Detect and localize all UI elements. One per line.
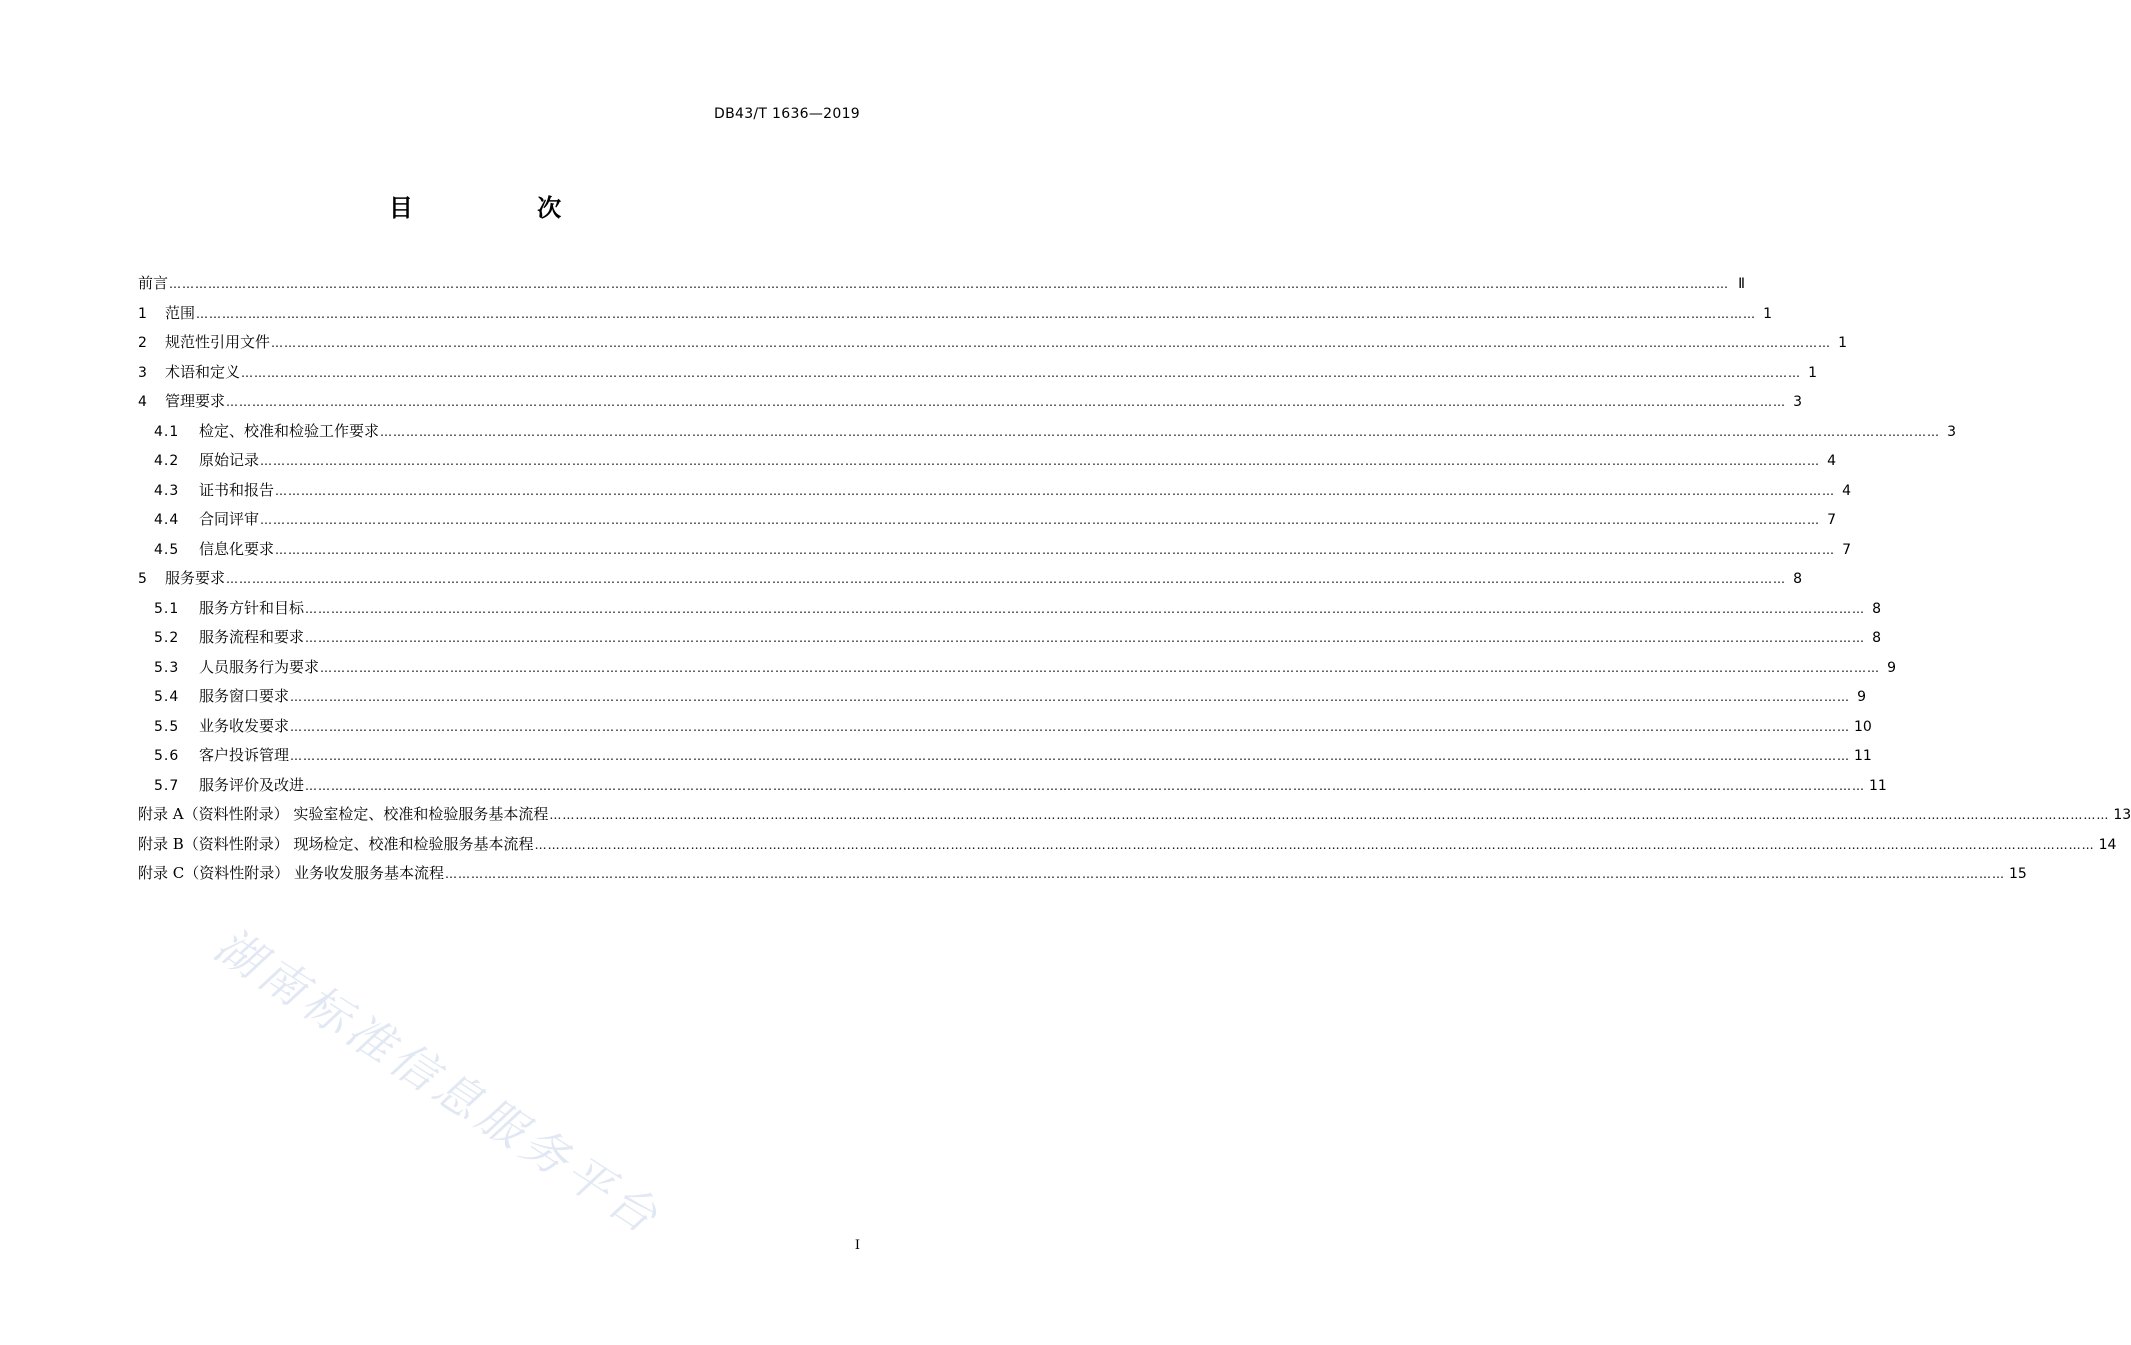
toc-entry-text: 人员服务行为要求 <box>199 657 320 676</box>
toc-leader-dots: ……………………………………………………………………………………………………………………………………………………………………………………………………………………………………………………………………………………………………………………………… <box>380 424 1941 439</box>
table-of-contents <box>138 269 2131 889</box>
toc-entry-label <box>138 564 225 595</box>
toc-entry-page: 10 <box>1854 718 1872 735</box>
toc-leader-dots: ……………………………………………………………………………………………………………………………………………………………………………………………………………………………………………………………………………………………………………………………… <box>169 277 1730 291</box>
toc-entry-number: 2 <box>138 335 147 351</box>
toc-entry-page: 1 <box>1763 305 1773 322</box>
toc-entry[interactable] <box>138 446 1837 476</box>
page-title: 目 次 <box>388 194 620 222</box>
toc-leader-dots: ……………………………………………………………………………………………………………………………………………………………………………………………………………………………………………………………………………………………………………………………… <box>260 513 1821 527</box>
toc-entry[interactable] <box>138 476 1852 506</box>
toc-entry-text: 证书和报告 <box>199 480 275 499</box>
toc-entry-page: 8 <box>1793 571 1803 587</box>
toc-leader-dots: ……………………………………………………………………………………………………………………………………………………………………………………………………………………………………………………………………………………………………………………………… <box>290 690 1851 704</box>
toc-entry-text: 服务方针和目标 <box>199 598 305 617</box>
toc-entry-label <box>154 771 304 802</box>
toc-entry-number: 4.5 <box>154 541 180 558</box>
toc-entry-page: 4 <box>1842 482 1852 499</box>
toc-entry-page: 7 <box>1827 512 1837 528</box>
toc-entry-text: 服务流程和要求 <box>199 628 305 646</box>
toc-entry-number: 3 <box>138 364 147 381</box>
toc-entry-page: 8 <box>1872 630 1882 646</box>
toc-entry-number: 4 <box>138 394 147 410</box>
toc-entry-number: 4.3 <box>154 482 180 499</box>
toc-entry-label <box>154 594 304 625</box>
toc-entry-number: 1 <box>138 305 147 322</box>
toc-entry[interactable] <box>138 623 1882 653</box>
toc-entry-label <box>154 417 379 448</box>
toc-entry-page: 13 <box>2113 807 2131 823</box>
toc-entry[interactable] <box>138 328 1848 358</box>
toc-entry[interactable] <box>138 830 2117 860</box>
toc-entry-label <box>138 830 534 860</box>
toc-entry-number: 5.7 <box>154 777 180 794</box>
toc-entry[interactable] <box>138 859 2027 889</box>
toc-entry-number: 4.2 <box>154 453 180 469</box>
toc-entry[interactable] <box>138 682 1867 712</box>
toc-entry-page: 1 <box>1808 364 1818 381</box>
toc-entry[interactable] <box>138 564 1803 594</box>
toc-leader-dots: ……………………………………………………………………………………………………………………………………………………………………………………………………………………………………………………………………………………………………………………………… <box>290 749 1851 763</box>
toc-entry[interactable] <box>138 800 2131 830</box>
toc-entry-page: 15 <box>2009 866 2027 882</box>
toc-entry[interactable] <box>138 387 1803 417</box>
toc-entry-label <box>154 653 319 684</box>
toc-entry-page: 3 <box>1947 423 1957 440</box>
toc-entry-label <box>154 446 259 477</box>
toc-leader-dots: ……………………………………………………………………………………………………………………………………………………………………………………………………………………………………………………………………………………………………………………………… <box>549 808 2110 822</box>
toc-entry-text: 信息化要求 <box>199 539 275 558</box>
toc-entry-text: 范围 <box>165 303 196 322</box>
toc-entry[interactable] <box>138 299 1773 329</box>
toc-entry-text: 前言 <box>138 274 169 292</box>
toc-entry-text: 业务收发要求 <box>199 716 290 735</box>
toc-leader-dots: ……………………………………………………………………………………………………………………………………………………………………………………………………………………………………………………………………………………………………………………………… <box>226 395 1787 409</box>
toc-entry-text: 服务要求 <box>165 569 226 587</box>
toc-entry[interactable] <box>138 771 1887 801</box>
toc-leader-dots: ……………………………………………………………………………………………………………………………………………………………………………………………………………………………………………………………………………………………………………………………… <box>305 778 1866 793</box>
toc-entry-page: 1 <box>1838 335 1848 351</box>
toc-entry[interactable] <box>138 269 1746 299</box>
toc-entry[interactable] <box>138 535 1852 565</box>
toc-entry-number: 5.4 <box>154 689 180 705</box>
toc-entry-page: 9 <box>1857 689 1867 705</box>
toc-entry-label <box>154 682 289 713</box>
toc-entry[interactable] <box>138 741 1872 771</box>
toc-entry[interactable] <box>138 417 1957 447</box>
toc-leader-dots: ……………………………………………………………………………………………………………………………………………………………………………………………………………………………………………………………………………………………………………………………… <box>445 867 2006 881</box>
toc-leader-dots: ……………………………………………………………………………………………………………………………………………………………………………………………………………………………………………………………………………………………………………………………… <box>196 306 1757 321</box>
toc-entry-text: 附录 B（资料性附录） 现场检定、校准和检验服务基本流程 <box>138 834 534 853</box>
toc-entry-page: Ⅱ <box>1738 276 1746 292</box>
toc-entry-label <box>138 358 240 389</box>
toc-entry-text: 规范性引用文件 <box>165 333 271 351</box>
toc-entry-number: 5.1 <box>154 600 180 617</box>
toc-entry-page: 14 <box>2098 836 2117 853</box>
toc-leader-dots: ……………………………………………………………………………………………………………………………………………………………………………………………………………………………………………………………………………………………………………………………… <box>260 454 1821 468</box>
toc-leader-dots: ……………………………………………………………………………………………………………………………………………………………………………………………………………………………………………………………………………………………………………………………… <box>271 336 1832 350</box>
toc-entry-page: 11 <box>1869 777 1887 794</box>
toc-entry-number: 5.5 <box>154 718 180 735</box>
toc-entry-label <box>154 741 289 772</box>
toc-entry-page: 11 <box>1854 748 1872 764</box>
toc-entry-number: 5.2 <box>154 630 180 646</box>
toc-entry-page: 4 <box>1827 453 1837 469</box>
toc-entry-label <box>138 328 270 359</box>
toc-entry-text: 服务评价及改进 <box>199 775 305 794</box>
toc-entry-label <box>154 535 274 566</box>
toc-entry-page: 8 <box>1872 600 1882 617</box>
toc-entry[interactable] <box>138 358 1818 388</box>
toc-leader-dots: ……………………………………………………………………………………………………………………………………………………………………………………………………………………………………………………………………………………………………………………………… <box>241 365 1802 380</box>
toc-entry-label <box>138 269 168 299</box>
toc-entry-page: 7 <box>1842 541 1852 558</box>
toc-entry-text: 客户投诉管理 <box>199 746 290 764</box>
toc-entry-page: 9 <box>1887 659 1897 676</box>
toc-entry-label <box>154 712 289 743</box>
toc-leader-dots: ……………………………………………………………………………………………………………………………………………………………………………………………………………………………………………………………………………………………………………………………… <box>305 601 1866 616</box>
toc-entry-text: 附录 C（资料性附录） 业务收发服务基本流程 <box>138 864 445 882</box>
toc-entry[interactable] <box>138 653 1897 683</box>
toc-entry-number: 5.6 <box>154 748 180 764</box>
toc-entry-page: 3 <box>1793 394 1803 410</box>
toc-entry-number: 4.4 <box>154 512 180 528</box>
toc-entry-number: 5.3 <box>154 659 180 676</box>
toc-leader-dots: ……………………………………………………………………………………………………………………………………………………………………………………………………………………………………………………………………………………………………………………………… <box>275 542 1836 557</box>
toc-leader-dots: ……………………………………………………………………………………………………………………………………………………………………………………………………………………………………………………………………………………………………………………………… <box>305 631 1866 645</box>
toc-entry-text: 检定、校准和检验工作要求 <box>199 421 380 440</box>
toc-entry-text: 原始记录 <box>199 451 260 469</box>
toc-entry-text: 服务窗口要求 <box>199 687 290 705</box>
toc-leader-dots: ……………………………………………………………………………………………………………………………………………………………………………………………………………………………………………………………………………………………………………………………… <box>320 660 1881 675</box>
toc-entry-text: 合同评审 <box>199 510 260 528</box>
toc-leader-dots: ……………………………………………………………………………………………………………………………………………………………………………………………………………………………………………………………………………………………………………………………… <box>290 719 1851 734</box>
toc-entry-text: 术语和定义 <box>165 362 241 381</box>
toc-entry-text: 附录 A（资料性附录） 实验室检定、校准和检验服务基本流程 <box>138 805 549 823</box>
toc-entry[interactable] <box>138 505 1837 535</box>
toc-entry-label <box>138 800 548 830</box>
toc-entry-label <box>154 623 304 654</box>
toc-leader-dots: ……………………………………………………………………………………………………………………………………………………………………………………………………………………………………………………………………………………………………………………………… <box>275 483 1836 498</box>
page-number: I <box>854 1238 860 1253</box>
toc-leader-dots: ……………………………………………………………………………………………………………………………………………………………………………………………………………………………………………………………………………………………………………………………… <box>534 837 2095 852</box>
toc-entry-label <box>138 299 195 330</box>
watermark: 湖南标准信息服务平台 <box>205 917 672 1247</box>
toc-entry-label <box>154 476 274 507</box>
toc-entry-number: 4.1 <box>154 423 180 440</box>
toc-entry-label <box>138 859 444 889</box>
toc-entry-number: 5 <box>138 571 147 587</box>
toc-entry-label <box>138 387 225 418</box>
toc-entry-text: 管理要求 <box>165 392 226 410</box>
toc-entry-label <box>154 505 259 536</box>
toc-entry[interactable] <box>138 712 1872 742</box>
toc-entry[interactable] <box>138 594 1882 624</box>
toc-leader-dots: ……………………………………………………………………………………………………………………………………………………………………………………………………………………………………………………………………………………………………………………………… <box>226 572 1787 586</box>
document-code: DB43/T 1636—2019 <box>714 106 860 122</box>
